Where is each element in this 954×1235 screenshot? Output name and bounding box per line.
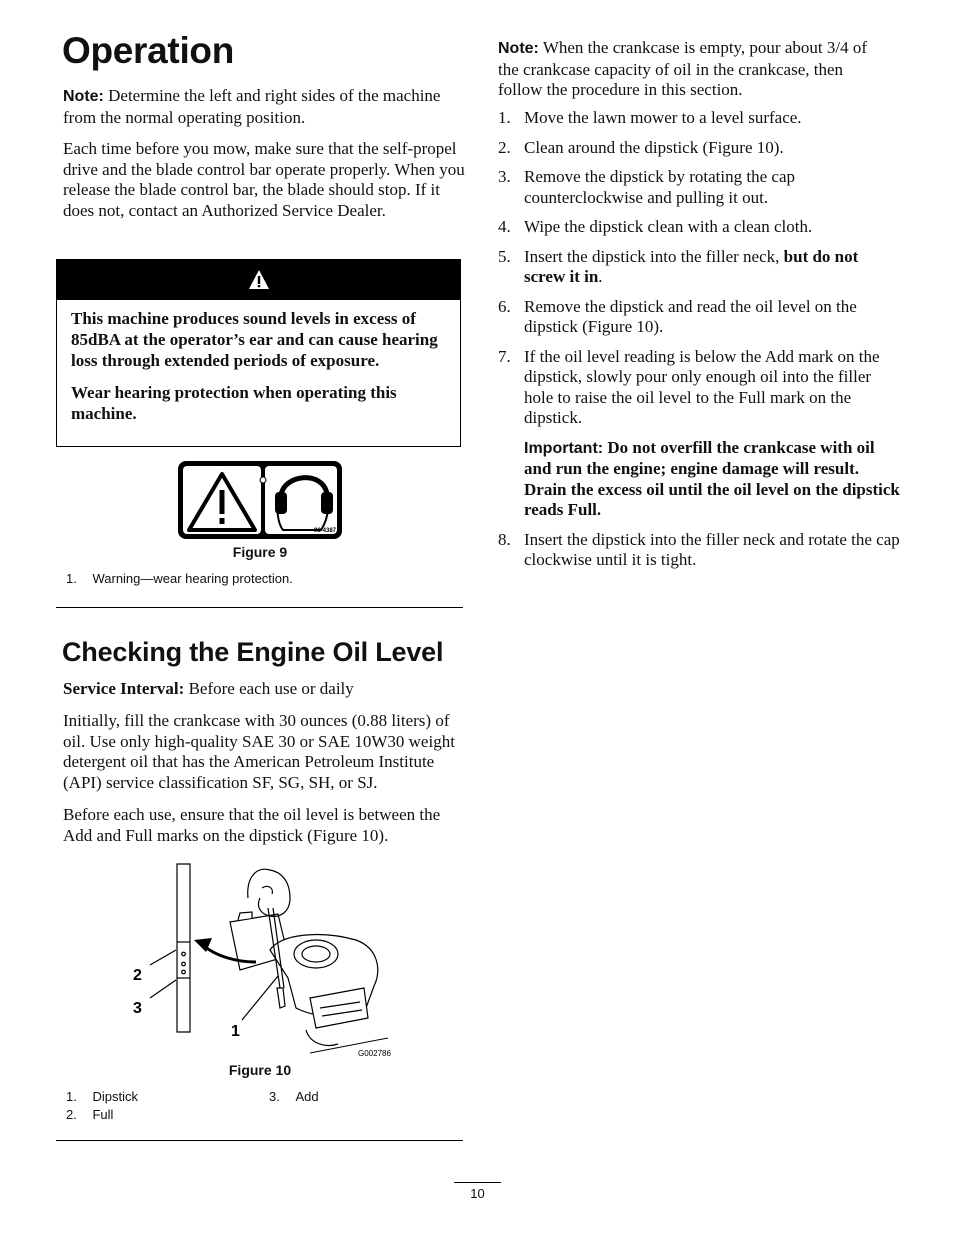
callout-2: 2 — [133, 967, 142, 984]
legend-text: Dipstick — [92, 1089, 138, 1104]
step-7: 7. If the oil level reading is below the Add mark on the dipstick, slowly pour only enough oil into the filler hole to raise the oil level to the Full mark on the dipstick. — [498, 346, 880, 427]
decal-code: 98-4387 — [314, 528, 337, 534]
step-6: 6. Remove the dipstick and read the oil level on the dipstick (Figure 10). — [498, 296, 857, 336]
page-title: Operation — [62, 30, 235, 71]
step-5: 5. Insert the dipstick into the filler neck, but do not screw it in. — [498, 246, 859, 286]
legend-num: 2. — [66, 1107, 77, 1122]
dipstick-detail — [177, 864, 190, 1032]
step-3: 3. Remove the dipstick by rotating the cap counterclockwise and pulling it out. — [498, 167, 795, 207]
note-label: Note: — [498, 40, 539, 57]
legend-num: 1. — [66, 571, 77, 586]
figure-10-legend-1 — [66, 1088, 138, 1106]
warning-box — [56, 259, 461, 447]
step-2: 2. Clean around the dipstick (Figure 10). — [498, 137, 784, 157]
note-right — [498, 38, 890, 101]
warning-body — [57, 300, 460, 432]
dipstick-illustration — [120, 858, 410, 1068]
callout-1: 1 — [231, 1023, 240, 1040]
warning-header — [57, 260, 460, 300]
note-label: Note: — [63, 88, 104, 105]
important-text: Do not overfill the crankcase with oil and run the engine; engine damage will result. Drain the excess oil until the oil level on the dipstick reads Full. — [524, 437, 900, 519]
warning-triangle-icon — [248, 269, 270, 291]
service-interval-text: Before each use or daily — [188, 679, 354, 698]
page-number-rule — [454, 1182, 501, 1183]
intro-paragraph: Each time before you mow, make sure that the self-propel drive and the blade control bar operate properly. When you release the blade control bar, the blade should stop. If it does not, contact an Authorized Service Dealer. — [63, 139, 465, 220]
legend-text: Full — [92, 1107, 114, 1122]
figure-10-legend-3 — [269, 1088, 319, 1106]
step-8: 8. Insert the dipstick into the filler neck and rotate the cap clockwise until it is tight. — [498, 529, 900, 569]
level-paragraph: Before each use, ensure that the oil level is between the Add and Full marks on the dipstick (Figure 10). — [63, 805, 441, 845]
procedure-steps — [498, 108, 900, 580]
oil-paragraph: Initially, fill the crankcase with 30 ounces (0.88 liters) of oil. Use only high-quality SAE 30 or SAE 10W30 weight detergent oil that has the American Petroleum Institute (API) service classification SF, SG, SH, or SJ. — [63, 711, 455, 792]
divider — [56, 607, 463, 608]
note-text: When the crankcase is empty, pour about 3/4 of the crankcase capacity of oil in the crankcase, then follow the procedure in this section. — [498, 38, 867, 99]
note-left — [63, 86, 463, 128]
service-interval-label: Service Interval: — [63, 679, 185, 698]
section-title: Checking the Engine Oil Level — [62, 637, 444, 667]
legend-text: Add — [295, 1089, 319, 1104]
service-interval — [63, 679, 463, 700]
earmuff-head-icon — [275, 477, 333, 530]
figure-code: G002786 — [358, 1049, 391, 1058]
divider — [56, 1140, 463, 1141]
figure-9-legend — [66, 570, 293, 588]
warning-text-1: This machine produces sound levels in excess of 85dBA at the operator’s ear and can cause hearing loss through extended periods of exposure. — [71, 309, 438, 370]
page-number: 10 — [470, 1186, 485, 1201]
legend-num: 1. — [66, 1089, 77, 1104]
step-4: 4. Wipe the dipstick clean with a clean cloth. — [498, 217, 813, 236]
step-1: 1. Move the lawn mower to a level surface. — [498, 108, 802, 127]
callout-3: 3 — [133, 1000, 142, 1017]
note-text: Determine the left and right sides of the machine from the normal operating position. — [63, 86, 441, 127]
figure-10-legend-2 — [66, 1106, 113, 1124]
figure-9-caption: Figure 9 — [232, 544, 288, 560]
important-label: Important: — [524, 439, 604, 457]
figure-10-caption: Figure 10 — [228, 1062, 292, 1078]
important-notice — [498, 438, 900, 521]
engine-drawing — [230, 912, 378, 1045]
legend-num: 3. — [269, 1089, 280, 1104]
legend-text: Warning—wear hearing protection. — [92, 571, 293, 586]
warning-text-2: Wear hearing protection when operating this machine. — [71, 383, 397, 423]
hearing-protection-decal — [177, 460, 343, 540]
